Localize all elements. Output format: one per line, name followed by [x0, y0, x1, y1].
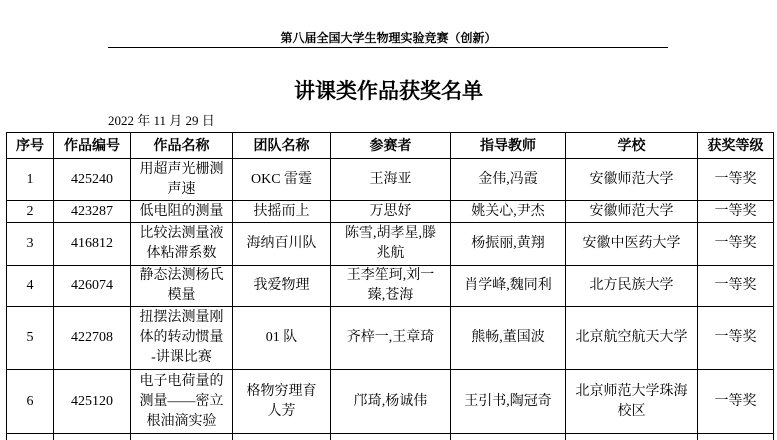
table-header [7, 133, 774, 159]
cell-participants: 邝琦,杨诚伟 [331, 370, 451, 434]
table-row [7, 201, 774, 223]
cell-participants: 齐梓一,王章琦 [331, 307, 451, 370]
cell-work-id: 425120 [54, 370, 131, 434]
cell-participants: 陈雪,胡孝星,滕兆航 [331, 223, 451, 266]
cell-advisors: 姚关心,尹杰 [451, 201, 566, 223]
cell-work-id: 423287 [54, 201, 131, 223]
table-cell-empty [131, 434, 233, 440]
cell-work-name: 静态法测杨氏模量 [131, 266, 233, 307]
cell-work-name: 扭摆法测量刚体的转动惯量-讲课比赛 [131, 307, 233, 370]
table-body [7, 159, 774, 440]
page-title: 讲课类作品获奖名单 [294, 79, 483, 103]
award-table-container [6, 132, 775, 440]
table-cell-empty [331, 434, 451, 440]
cell-school: 安徽师范大学 [566, 159, 698, 201]
cell-team-name: 我爱物理 [233, 266, 331, 307]
table-row [7, 159, 774, 201]
cell-team-name: OKC 雷霆 [233, 159, 331, 201]
table-cell-empty [698, 434, 774, 440]
table-header-row [7, 133, 774, 159]
cell-participants: 王李笙珂,刘一臻,苍海 [331, 266, 451, 307]
table-row [7, 370, 774, 434]
cell-participants: 王海亚 [331, 159, 451, 201]
cell-school: 安徽中医药大学 [566, 223, 698, 266]
table-row [7, 307, 774, 370]
table-row [7, 223, 774, 266]
cell-work-id: 425240 [54, 159, 131, 201]
col-header-school: 学校 [566, 133, 698, 159]
cell-no: 2 [7, 201, 54, 223]
cell-work-name: 低电阻的测量 [131, 201, 233, 223]
cell-no: 4 [7, 266, 54, 307]
cell-participants: 万思妤 [331, 201, 451, 223]
table-cell-empty [233, 434, 331, 440]
cell-advisors: 王引书,陶冠奇 [451, 370, 566, 434]
col-header-participants: 参赛者 [331, 133, 451, 159]
table-cell-empty [54, 434, 131, 440]
cell-advisors: 肖学峰,魏同利 [451, 266, 566, 307]
document-date: 2022 年 11 月 29 日 [108, 113, 215, 128]
table-row [7, 266, 774, 307]
cell-school: 北方民族大学 [566, 266, 698, 307]
cell-no: 5 [7, 307, 54, 370]
cell-work-name: 电子电荷量的测量——密立根油滴实验 [131, 370, 233, 434]
competition-header: 第八届全国大学生物理实验竞赛（创新） [280, 31, 497, 45]
table-row-partial [7, 434, 774, 440]
cell-school: 安徽师范大学 [566, 201, 698, 223]
col-header-work-id: 作品编号 [54, 133, 131, 159]
col-header-award: 获奖等级 [698, 133, 774, 159]
cell-work-id: 422708 [54, 307, 131, 370]
cell-school: 北京航空航天大学 [566, 307, 698, 370]
cell-work-name: 比较法测量液体粘滞系数 [131, 223, 233, 266]
cell-no: 6 [7, 370, 54, 434]
cell-team-name: 海纳百川队 [233, 223, 331, 266]
cell-no: 3 [7, 223, 54, 266]
col-header-team-name: 团队名称 [233, 133, 331, 159]
cell-work-id: 426074 [54, 266, 131, 307]
cell-advisors: 熊畅,董国波 [451, 307, 566, 370]
table-cell-empty [451, 434, 566, 440]
cell-no: 1 [7, 159, 54, 201]
cell-team-name: 扶摇而上 [233, 201, 331, 223]
col-header-no: 序号 [7, 133, 54, 159]
table-cell-empty [7, 434, 54, 440]
cell-award: 一等奖 [698, 370, 774, 434]
header-rule [108, 47, 668, 48]
award-table [6, 132, 774, 440]
cell-team-name: 01 队 [233, 307, 331, 370]
cell-award: 一等奖 [698, 201, 774, 223]
cell-team-name: 格物穷理育人芳 [233, 370, 331, 434]
cell-award: 一等奖 [698, 159, 774, 201]
cell-school: 北京师范大学珠海校区 [566, 370, 698, 434]
cell-award: 一等奖 [698, 307, 774, 370]
col-header-work-name: 作品名称 [131, 133, 233, 159]
cell-advisors: 金伟,冯霞 [451, 159, 566, 201]
cell-work-id: 416812 [54, 223, 131, 266]
cell-work-name: 用超声光栅测声速 [131, 159, 233, 201]
cell-award: 一等奖 [698, 266, 774, 307]
col-header-advisors: 指导教师 [451, 133, 566, 159]
table-cell-empty [566, 434, 698, 440]
cell-advisors: 杨振丽,黄翔 [451, 223, 566, 266]
cell-award: 一等奖 [698, 223, 774, 266]
